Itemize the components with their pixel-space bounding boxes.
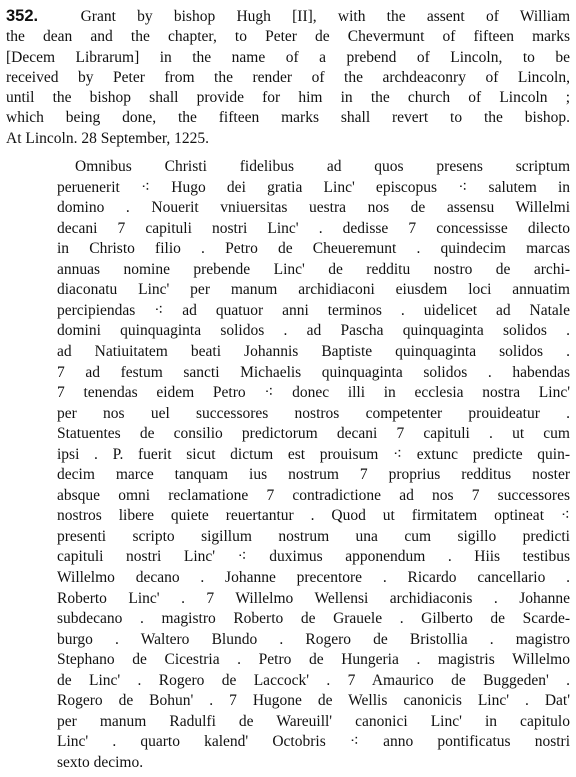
heading-text: Grant by bishop Hugh [II], with the assent of William — [80, 8, 570, 25]
latin-line: absque omni reclamatione 7 contradictione ad nos 7 successores — [57, 486, 570, 504]
latin-line: ad Natiuitatem beati Johannis Baptiste quinquaginta solidos . — [57, 343, 570, 360]
latin-charter-text — [6, 157, 570, 773]
latin-line: diaconatu Linc' per manum archidiaconi eiusdem loci annuatim — [57, 281, 570, 299]
latin-line: decani 7 capituli nostri Linc' . dedisse 7 concessisse dilecto — [57, 219, 570, 237]
latin-line: annuas nomine prebende Linc' de redditu nostro de archi- — [57, 260, 570, 278]
latin-line: de Linc' . Rogero de Laccock' . 7 Amaurico de Buggeden' . — [57, 671, 570, 689]
latin-line: capituli nostri Linc' ⁖ duximus apponendum . Hiis testibus — [57, 548, 570, 566]
latin-line: in Christo filio . Petro de Cheueremunt . quindecim marcas — [57, 240, 570, 258]
entry-heading — [6, 6, 570, 149]
latin-line: ipsi . P. fuerit sicut dictum est prouisum ⁖ extunc predicte quin- — [57, 445, 570, 463]
heading-line: the dean and the chapter, to Peter de Chevermunt of fifteen marks — [6, 28, 570, 46]
latin-line: domino . Nouerit vniuersitas uestra nos de assensu Willelmi — [57, 199, 570, 217]
latin-line: Statuentes de consilio predictorum decani 7 capituli . ut cum — [57, 425, 570, 443]
latin-line: 7 tenendas eidem Petro ⁖ donec illi in ecclesia nostra Linc' — [57, 384, 570, 402]
latin-line: subdecano . magistro Roberto de Grauele . Gilberto de Scarde- — [57, 610, 570, 628]
heading-line-1 — [6, 6, 570, 27]
latin-line-final: sexto decimo. — [57, 753, 144, 771]
latin-line: decim marce tanquam ius nostrum 7 proprius redditus noster — [57, 466, 570, 484]
latin-line: Rogero de Bohun' . 7 Hugone de Wellis canonicis Linc' . Dat' — [57, 692, 570, 710]
latin-line: Linc' . quarto kalend' Octobris ⁖ anno pontificatus nostri — [57, 733, 570, 751]
latin-line: 7 ad festum sancti Michaelis quinquaginta solidos . habendas — [57, 363, 570, 381]
latin-line: presenti scripto sigillum nostrum una cum sigillo predicti — [57, 527, 570, 545]
latin-line: Roberto Linc' . 7 Willelmo Wellensi archidiaconis . Johanne — [57, 589, 570, 607]
heading-line-place-date: At Lincoln. 28 September, 1225. — [6, 129, 209, 147]
latin-line: percipiendas ⁖ ad quatuor anni terminos . uidelicet ad Natale — [57, 301, 570, 319]
latin-line: per manum Radulfi de Wareuill' canonici Linc' in capitulo — [57, 712, 570, 730]
latin-line: per nos uel successores nostros competenter prouideatur . — [57, 404, 570, 422]
heading-line: received by Peter from the render of the archdeaconry of Lincoln, — [6, 68, 570, 86]
latin-line: Omnibus Christi fidelibus ad quos presens scriptum — [75, 158, 570, 176]
latin-line: Stephano de Cicestria . Petro de Hungeria . magistris Willelmo — [57, 651, 570, 669]
latin-line: burgo . Waltero Blundo . Rogero de Bristollia . magistro — [57, 630, 570, 648]
latin-line: domini quinquaginta solidos . ad Pascha quinquaginta solidos . — [57, 322, 570, 340]
entry-number: 352. — [6, 7, 39, 25]
latin-line: nostros libere quiete reuertantur . Quod ut firmitatem optineat ⁖ — [57, 507, 570, 525]
heading-line: which being done, the fifteen marks shall revert to the bishop. — [6, 109, 570, 127]
latin-line: peruenerit ⁖ Hugo dei gratia Linc' episcopus ⁖ salutem in — [57, 178, 570, 196]
heading-line: [Decem Librarum] in the name of a prebend of Lincoln, to be — [6, 48, 570, 66]
heading-line: until the bishop shall provide for him in the church of Lincoln ; — [6, 89, 570, 107]
latin-line: Willelmo decano . Johanne precentore . Ricardo cancellario . — [57, 569, 570, 587]
